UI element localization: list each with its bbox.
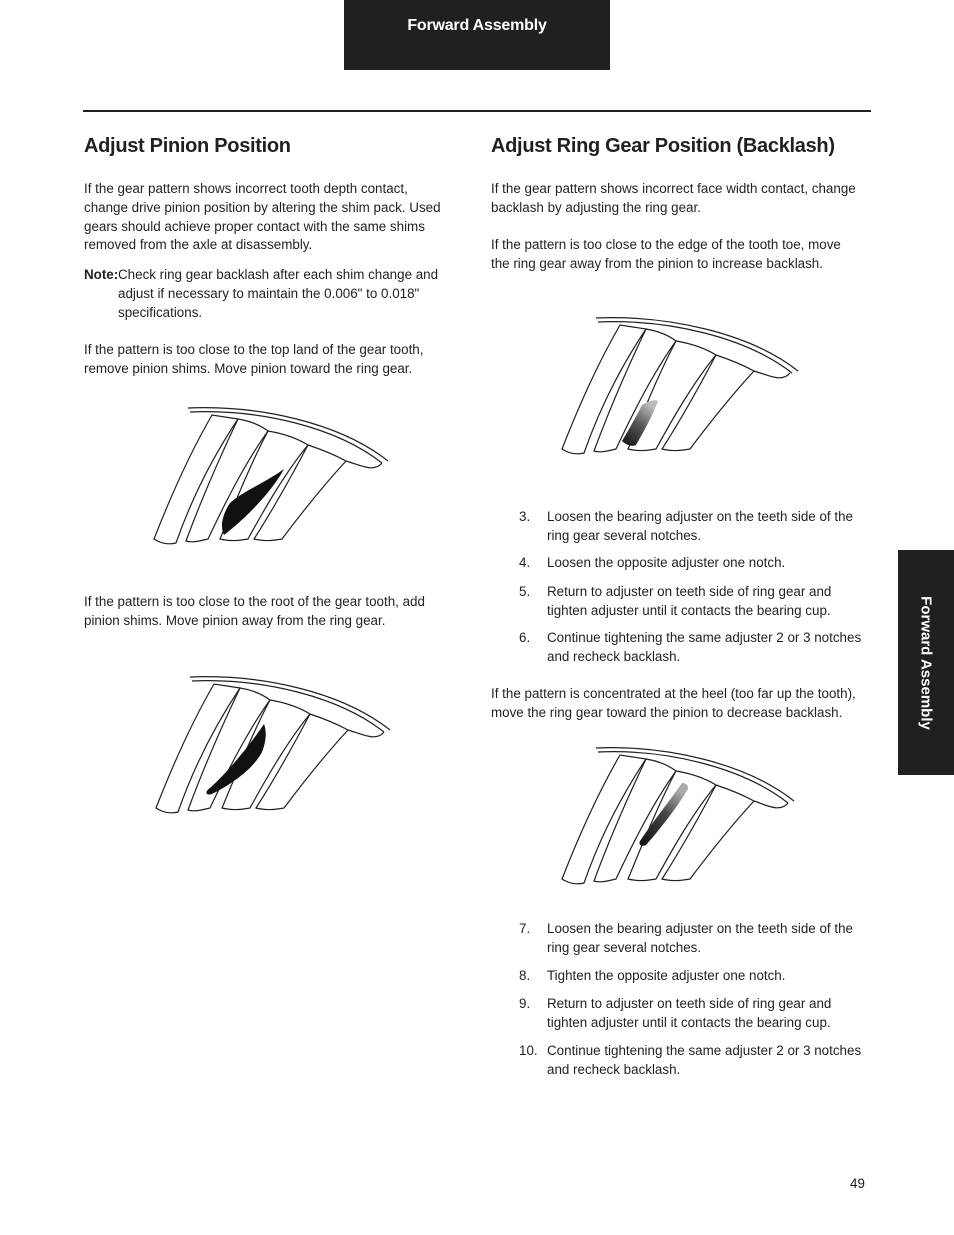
step-number: 8.	[519, 968, 531, 983]
gear-tooth-toe-illustration	[560, 313, 800, 463]
list-item	[519, 583, 831, 602]
list-item	[519, 920, 853, 939]
root-text: If the pattern is too close to the root of the gear tooth, add	[84, 594, 425, 609]
step-number: 5.	[519, 584, 531, 599]
left-intro-line: gears should achieve proper contact with the same shims	[84, 219, 425, 234]
toe-text: the ring gear away from the pinion to increase backlash.	[491, 256, 823, 271]
step-text: Return to adjuster on teeth side of ring gear and	[547, 584, 832, 599]
note-text: specifications.	[118, 305, 203, 320]
step-number: 7.	[519, 921, 531, 936]
side-tab-label: Forward Assembly	[917, 595, 935, 730]
heel-text: If the pattern is concentrated at the heel (too far up the tooth),	[491, 686, 856, 701]
left-heading: Adjust Pinion Position	[84, 135, 291, 157]
step-text: Tighten the opposite adjuster one notch.	[547, 968, 786, 983]
step-text: tighten adjuster until it contacts the bearing cup.	[547, 1015, 831, 1030]
list-item	[519, 508, 853, 527]
page-number: 49	[850, 1176, 865, 1191]
step-text: Loosen the bearing adjuster on the teeth side of the	[547, 921, 853, 936]
list-item	[519, 554, 785, 573]
step-text: tighten adjuster until it contacts the bearing cup.	[547, 603, 831, 618]
gear-tooth-top-land-illustration	[150, 403, 390, 553]
left-intro-line: removed from the axle at disassembly.	[84, 237, 313, 252]
top-land-text: If the pattern is too close to the top land of the gear tooth,	[84, 342, 424, 357]
right-intro-line: If the gear pattern shows incorrect face width contact, change	[491, 181, 856, 196]
list-item	[519, 629, 861, 648]
right-heading: Adjust Ring Gear Position (Backlash)	[491, 135, 835, 157]
toe-text: If the pattern is too close to the edge of the tooth toe, move	[491, 237, 841, 252]
left-intro-line: If the gear pattern shows incorrect tooth depth contact,	[84, 181, 408, 196]
step-number: 4.	[519, 555, 531, 570]
note-label: Note:	[84, 267, 119, 282]
right-intro-line: backlash by adjusting the ring gear.	[491, 200, 701, 215]
step-number: 3.	[519, 509, 531, 524]
step-text: Continue tightening the same adjuster 2 or 3 notches	[547, 1043, 862, 1058]
step-text: and recheck backlash.	[547, 649, 681, 664]
header-section-tab	[344, 0, 610, 70]
step-number: 10.	[519, 1043, 538, 1058]
root-text: pinion shims. Move pinion away from the ring gear.	[84, 613, 386, 628]
heel-text: move the ring gear toward the pinion to decrease backlash.	[491, 705, 843, 720]
step-text: and recheck backlash.	[547, 1062, 681, 1077]
step-text: Loosen the opposite adjuster one notch.	[547, 555, 786, 570]
gear-tooth-heel-illustration	[556, 743, 796, 893]
top-land-text: remove pinion shims. Move pinion toward the ring gear.	[84, 361, 413, 376]
note-text: Check ring gear backlash after each shim change and	[118, 267, 439, 282]
gear-tooth-root-illustration	[152, 672, 392, 822]
step-number: 9.	[519, 996, 531, 1011]
step-text: ring gear several notches.	[547, 528, 702, 543]
list-item	[519, 1042, 861, 1061]
step-text: ring gear several notches.	[547, 940, 702, 955]
note-text: adjust if necessary to maintain the 0.006" to 0.018"	[118, 286, 420, 301]
step-number: 6.	[519, 630, 531, 645]
header-tab-label: Forward Assembly	[407, 17, 547, 34]
side-section-tab	[898, 550, 954, 775]
left-intro-line: change drive pinion position by altering the shim pack. Used	[84, 200, 441, 215]
step-text: Continue tightening the same adjuster 2 or 3 notches	[547, 630, 862, 645]
step-text: Return to adjuster on teeth side of ring gear and	[547, 996, 832, 1011]
step-text: Loosen the bearing adjuster on the teeth side of the	[547, 509, 853, 524]
list-item	[519, 967, 785, 986]
header-rule	[83, 110, 871, 112]
note	[84, 266, 438, 285]
list-item	[519, 995, 831, 1014]
